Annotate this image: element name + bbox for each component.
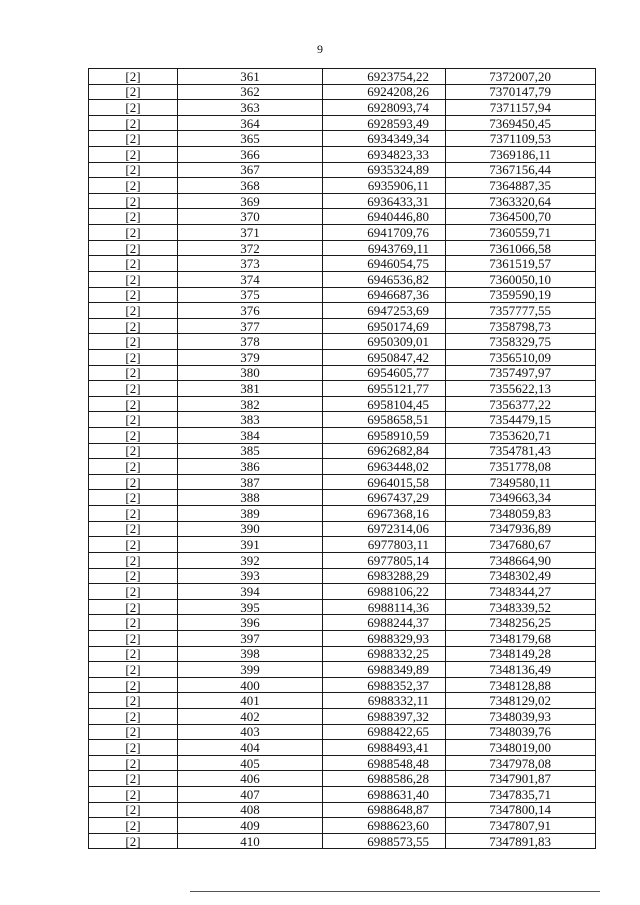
point-number-cell: 367 [178, 162, 323, 178]
point-number-cell: 406 [178, 771, 323, 787]
point-number-cell: 365 [178, 131, 323, 147]
ref-cell: [2] [89, 584, 178, 600]
point-number-cell: 402 [178, 708, 323, 724]
table-row [89, 349, 596, 365]
x-coordinate-cell: 6988573,55 [323, 833, 446, 849]
ref-cell: [2] [89, 428, 178, 444]
x-coordinate-cell: 6950309,01 [323, 334, 446, 350]
point-number-cell: 386 [178, 459, 323, 475]
x-coordinate-cell: 6950174,69 [323, 318, 446, 334]
x-coordinate-cell: 6947253,69 [323, 303, 446, 319]
y-coordinate-cell: 7347835,71 [446, 787, 596, 803]
x-coordinate-cell: 6928593,49 [323, 115, 446, 131]
ref-cell: [2] [89, 69, 178, 85]
point-number-cell: 395 [178, 599, 323, 615]
ref-cell: [2] [89, 209, 178, 225]
ref-cell: [2] [89, 693, 178, 709]
point-number-cell: 390 [178, 521, 323, 537]
table-row [89, 599, 596, 615]
point-number-cell: 393 [178, 568, 323, 584]
point-number-cell: 363 [178, 100, 323, 116]
point-number-cell: 389 [178, 506, 323, 522]
y-coordinate-cell: 7348179,68 [446, 630, 596, 646]
point-number-cell: 383 [178, 412, 323, 428]
y-coordinate-cell: 7369186,11 [446, 147, 596, 163]
x-coordinate-cell: 6967368,16 [323, 506, 446, 522]
ref-cell: [2] [89, 303, 178, 319]
x-coordinate-cell: 6928093,74 [323, 100, 446, 116]
y-coordinate-cell: 7348149,28 [446, 646, 596, 662]
table-row [89, 209, 596, 225]
point-number-cell: 408 [178, 802, 323, 818]
point-number-cell: 385 [178, 443, 323, 459]
y-coordinate-cell: 7348059,83 [446, 506, 596, 522]
ref-cell: [2] [89, 662, 178, 678]
ref-cell: [2] [89, 646, 178, 662]
table-row [89, 552, 596, 568]
point-number-cell: 409 [178, 818, 323, 834]
x-coordinate-cell: 6940446,80 [323, 209, 446, 225]
point-number-cell: 387 [178, 474, 323, 490]
point-number-cell: 394 [178, 584, 323, 600]
point-number-cell: 369 [178, 193, 323, 209]
y-coordinate-cell: 7351778,08 [446, 459, 596, 475]
table-row [89, 100, 596, 116]
ref-cell: [2] [89, 490, 178, 506]
table-row [89, 287, 596, 303]
point-number-cell: 380 [178, 365, 323, 381]
table-row [89, 537, 596, 553]
x-coordinate-cell: 6988332,11 [323, 693, 446, 709]
x-coordinate-cell: 6988422,65 [323, 724, 446, 740]
point-number-cell: 366 [178, 147, 323, 163]
table-row [89, 662, 596, 678]
x-coordinate-cell: 6941709,76 [323, 225, 446, 241]
table-row [89, 303, 596, 319]
y-coordinate-cell: 7369450,45 [446, 115, 596, 131]
ref-cell: [2] [89, 365, 178, 381]
x-coordinate-cell: 6923754,22 [323, 69, 446, 85]
x-coordinate-cell: 6988244,37 [323, 615, 446, 631]
y-coordinate-cell: 7348128,88 [446, 677, 596, 693]
x-coordinate-cell: 6988329,93 [323, 630, 446, 646]
x-coordinate-cell: 6936433,31 [323, 193, 446, 209]
point-number-cell: 382 [178, 396, 323, 412]
point-number-cell: 388 [178, 490, 323, 506]
table-row [89, 615, 596, 631]
ref-cell: [2] [89, 474, 178, 490]
y-coordinate-cell: 7371109,53 [446, 131, 596, 147]
x-coordinate-cell: 6988397,32 [323, 708, 446, 724]
y-coordinate-cell: 7367156,44 [446, 162, 596, 178]
x-coordinate-cell: 6963448,02 [323, 459, 446, 475]
point-number-cell: 368 [178, 178, 323, 194]
point-number-cell: 399 [178, 662, 323, 678]
table-row [89, 506, 596, 522]
point-number-cell: 397 [178, 630, 323, 646]
table-row [89, 240, 596, 256]
table-row [89, 724, 596, 740]
table-row [89, 162, 596, 178]
ref-cell: [2] [89, 818, 178, 834]
ref-cell: [2] [89, 287, 178, 303]
point-number-cell: 362 [178, 84, 323, 100]
table-row [89, 630, 596, 646]
point-number-cell: 391 [178, 537, 323, 553]
ref-cell: [2] [89, 506, 178, 522]
table-row [89, 474, 596, 490]
table-row [89, 84, 596, 100]
point-number-cell: 396 [178, 615, 323, 631]
x-coordinate-cell: 6943769,11 [323, 240, 446, 256]
table-row [89, 147, 596, 163]
x-coordinate-cell: 6964015,58 [323, 474, 446, 490]
point-number-cell: 370 [178, 209, 323, 225]
y-coordinate-cell: 7348129,02 [446, 693, 596, 709]
ref-cell: [2] [89, 615, 178, 631]
ref-cell: [2] [89, 271, 178, 287]
x-coordinate-cell: 6946054,75 [323, 256, 446, 272]
point-number-cell: 361 [178, 69, 323, 85]
ref-cell: [2] [89, 552, 178, 568]
x-coordinate-cell: 6958658,51 [323, 412, 446, 428]
x-coordinate-cell: 6924208,26 [323, 84, 446, 100]
ref-cell: [2] [89, 708, 178, 724]
y-coordinate-cell: 7348039,93 [446, 708, 596, 724]
x-coordinate-cell: 6967437,29 [323, 490, 446, 506]
ref-cell: [2] [89, 334, 178, 350]
y-coordinate-cell: 7347891,83 [446, 833, 596, 849]
table-row [89, 584, 596, 600]
ref-cell: [2] [89, 833, 178, 849]
ref-cell: [2] [89, 225, 178, 241]
ref-cell: [2] [89, 599, 178, 615]
point-number-cell: 410 [178, 833, 323, 849]
x-coordinate-cell: 6946536,82 [323, 271, 446, 287]
point-number-cell: 378 [178, 334, 323, 350]
y-coordinate-cell: 7361066,58 [446, 240, 596, 256]
y-coordinate-cell: 7348344,27 [446, 584, 596, 600]
table-row [89, 256, 596, 272]
y-coordinate-cell: 7370147,79 [446, 84, 596, 100]
table-row [89, 412, 596, 428]
y-coordinate-cell: 7349580,11 [446, 474, 596, 490]
y-coordinate-cell: 7349663,34 [446, 490, 596, 506]
table-row [89, 271, 596, 287]
x-coordinate-cell: 6988332,25 [323, 646, 446, 662]
point-number-cell: 400 [178, 677, 323, 693]
y-coordinate-cell: 7361519,57 [446, 256, 596, 272]
table-row [89, 131, 596, 147]
x-coordinate-cell: 6950847,42 [323, 349, 446, 365]
point-number-cell: 364 [178, 115, 323, 131]
table-row [89, 521, 596, 537]
ref-cell: [2] [89, 630, 178, 646]
ref-cell: [2] [89, 162, 178, 178]
ref-cell: [2] [89, 178, 178, 194]
x-coordinate-cell: 6988349,89 [323, 662, 446, 678]
ref-cell: [2] [89, 724, 178, 740]
point-number-cell: 375 [178, 287, 323, 303]
table-row [89, 459, 596, 475]
point-number-cell: 373 [178, 256, 323, 272]
page-number: 9 [317, 42, 323, 56]
y-coordinate-cell: 7353620,71 [446, 428, 596, 444]
y-coordinate-cell: 7348302,49 [446, 568, 596, 584]
table-row [89, 693, 596, 709]
ref-cell: [2] [89, 740, 178, 756]
ref-cell: [2] [89, 240, 178, 256]
x-coordinate-cell: 6958104,45 [323, 396, 446, 412]
y-coordinate-cell: 7356510,09 [446, 349, 596, 365]
ref-cell: [2] [89, 568, 178, 584]
ref-cell: [2] [89, 396, 178, 412]
table-row [89, 787, 596, 803]
table-row [89, 443, 596, 459]
y-coordinate-cell: 7347978,08 [446, 755, 596, 771]
point-number-cell: 381 [178, 381, 323, 397]
ref-cell: [2] [89, 771, 178, 787]
table-row [89, 755, 596, 771]
y-coordinate-cell: 7347800,14 [446, 802, 596, 818]
y-coordinate-cell: 7363320,64 [446, 193, 596, 209]
y-coordinate-cell: 7354479,15 [446, 412, 596, 428]
y-coordinate-cell: 7348136,49 [446, 662, 596, 678]
table-row [89, 225, 596, 241]
point-number-cell: 376 [178, 303, 323, 319]
point-number-cell: 371 [178, 225, 323, 241]
table-row [89, 833, 596, 849]
ref-cell: [2] [89, 318, 178, 334]
table-row [89, 334, 596, 350]
y-coordinate-cell: 7348664,90 [446, 552, 596, 568]
point-number-cell: 392 [178, 552, 323, 568]
ref-cell: [2] [89, 131, 178, 147]
table-row [89, 677, 596, 693]
y-coordinate-cell: 7360559,71 [446, 225, 596, 241]
table-row [89, 381, 596, 397]
table-row [89, 740, 596, 756]
table-row [89, 818, 596, 834]
point-number-cell: 403 [178, 724, 323, 740]
table-row [89, 646, 596, 662]
point-number-cell: 407 [178, 787, 323, 803]
x-coordinate-cell: 6977805,14 [323, 552, 446, 568]
point-number-cell: 377 [178, 318, 323, 334]
y-coordinate-cell: 7355622,13 [446, 381, 596, 397]
y-coordinate-cell: 7348039,76 [446, 724, 596, 740]
y-coordinate-cell: 7356377,22 [446, 396, 596, 412]
ref-cell: [2] [89, 115, 178, 131]
table-row [89, 568, 596, 584]
point-number-cell: 404 [178, 740, 323, 756]
y-coordinate-cell: 7347901,87 [446, 771, 596, 787]
table-row [89, 396, 596, 412]
x-coordinate-cell: 6988106,22 [323, 584, 446, 600]
y-coordinate-cell: 7347936,89 [446, 521, 596, 537]
ref-cell: [2] [89, 787, 178, 803]
table-row [89, 115, 596, 131]
y-coordinate-cell: 7354781,43 [446, 443, 596, 459]
x-coordinate-cell: 6988586,28 [323, 771, 446, 787]
y-coordinate-cell: 7364500,70 [446, 209, 596, 225]
ref-cell: [2] [89, 147, 178, 163]
y-coordinate-cell: 7357777,55 [446, 303, 596, 319]
ref-cell: [2] [89, 521, 178, 537]
x-coordinate-cell: 6935324,89 [323, 162, 446, 178]
x-coordinate-cell: 6946687,36 [323, 287, 446, 303]
y-coordinate-cell: 7358798,73 [446, 318, 596, 334]
y-coordinate-cell: 7372007,20 [446, 69, 596, 85]
coordinates-table [88, 68, 596, 849]
point-number-cell: 384 [178, 428, 323, 444]
table-row [89, 708, 596, 724]
ref-cell: [2] [89, 412, 178, 428]
bottom-rule [190, 891, 600, 892]
point-number-cell: 401 [178, 693, 323, 709]
x-coordinate-cell: 6935906,11 [323, 178, 446, 194]
y-coordinate-cell: 7358329,75 [446, 334, 596, 350]
x-coordinate-cell: 6988631,40 [323, 787, 446, 803]
x-coordinate-cell: 6972314,06 [323, 521, 446, 537]
x-coordinate-cell: 6958910,59 [323, 428, 446, 444]
point-number-cell: 372 [178, 240, 323, 256]
x-coordinate-cell: 6988493,41 [323, 740, 446, 756]
x-coordinate-cell: 6934823,33 [323, 147, 446, 163]
table-row [89, 178, 596, 194]
x-coordinate-cell: 6983288,29 [323, 568, 446, 584]
point-number-cell: 379 [178, 349, 323, 365]
x-coordinate-cell: 6988548,48 [323, 755, 446, 771]
x-coordinate-cell: 6977803,11 [323, 537, 446, 553]
point-number-cell: 405 [178, 755, 323, 771]
table-row [89, 318, 596, 334]
y-coordinate-cell: 7348019,00 [446, 740, 596, 756]
table-row [89, 771, 596, 787]
ref-cell: [2] [89, 256, 178, 272]
x-coordinate-cell: 6954605,77 [323, 365, 446, 381]
ref-cell: [2] [89, 802, 178, 818]
x-coordinate-cell: 6988648,87 [323, 802, 446, 818]
x-coordinate-cell: 6988352,37 [323, 677, 446, 693]
y-coordinate-cell: 7348256,25 [446, 615, 596, 631]
y-coordinate-cell: 7347807,91 [446, 818, 596, 834]
x-coordinate-cell: 6955121,77 [323, 381, 446, 397]
y-coordinate-cell: 7364887,35 [446, 178, 596, 194]
table-row [89, 490, 596, 506]
point-number-cell: 374 [178, 271, 323, 287]
x-coordinate-cell: 6988114,36 [323, 599, 446, 615]
y-coordinate-cell: 7360050,10 [446, 271, 596, 287]
x-coordinate-cell: 6962682,84 [323, 443, 446, 459]
point-number-cell: 398 [178, 646, 323, 662]
table-row [89, 428, 596, 444]
x-coordinate-cell: 6988623,60 [323, 818, 446, 834]
y-coordinate-cell: 7371157,94 [446, 100, 596, 116]
coordinates-table-body [89, 69, 596, 849]
y-coordinate-cell: 7347680,67 [446, 537, 596, 553]
ref-cell: [2] [89, 381, 178, 397]
table-row [89, 365, 596, 381]
table-row [89, 193, 596, 209]
y-coordinate-cell: 7359590,19 [446, 287, 596, 303]
ref-cell: [2] [89, 84, 178, 100]
y-coordinate-cell: 7348339,52 [446, 599, 596, 615]
ref-cell: [2] [89, 755, 178, 771]
ref-cell: [2] [89, 459, 178, 475]
ref-cell: [2] [89, 193, 178, 209]
x-coordinate-cell: 6934349,34 [323, 131, 446, 147]
y-coordinate-cell: 7357497,97 [446, 365, 596, 381]
ref-cell: [2] [89, 443, 178, 459]
ref-cell: [2] [89, 100, 178, 116]
ref-cell: [2] [89, 349, 178, 365]
ref-cell: [2] [89, 677, 178, 693]
ref-cell: [2] [89, 537, 178, 553]
table-row [89, 69, 596, 85]
table-row [89, 802, 596, 818]
